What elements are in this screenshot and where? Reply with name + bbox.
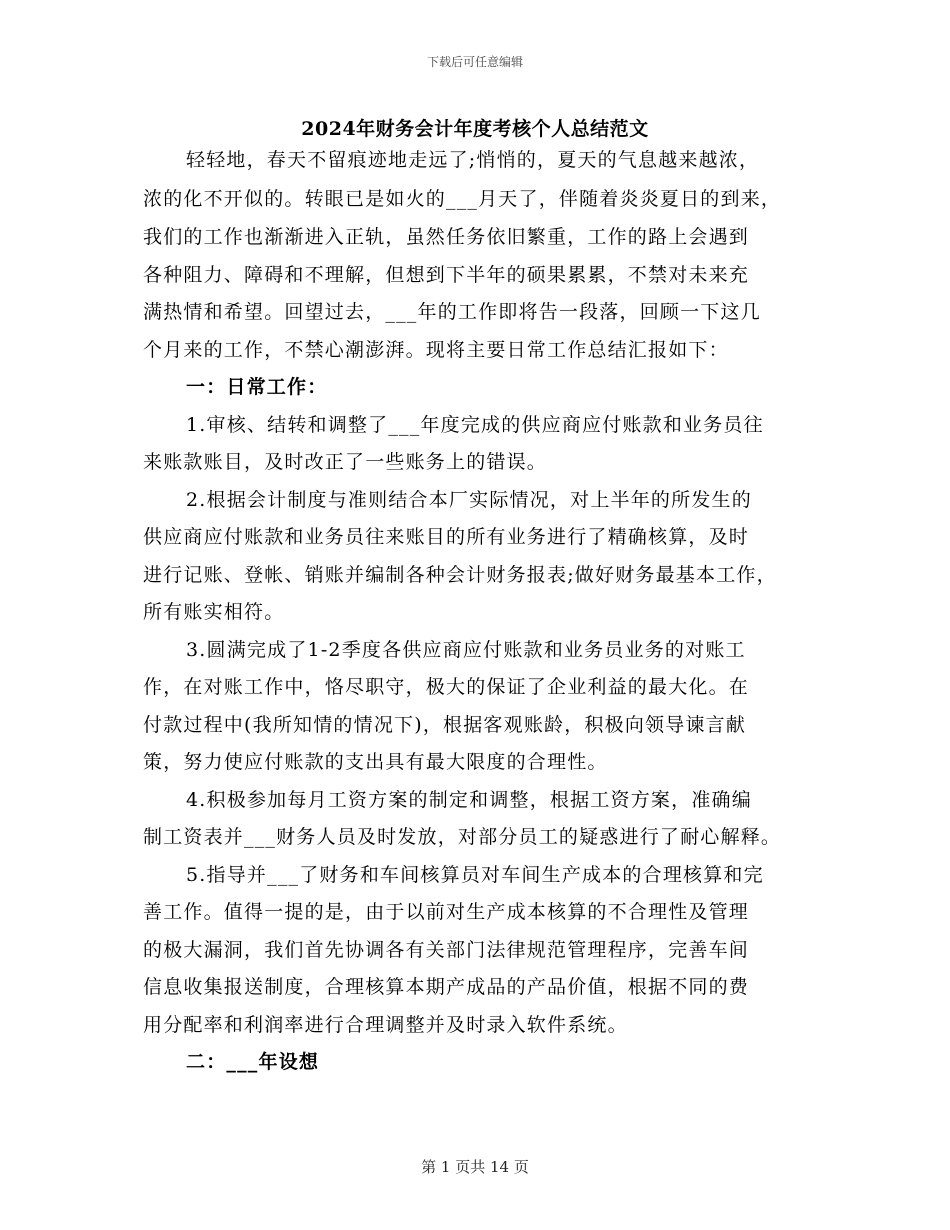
list-item-line: 进行记账、登帐、销账并编制各种会计财务报表;做好财务最基本工作，: [143, 564, 777, 586]
list-item-line: 3.圆满完成了1-2季度各供应商应付账款和业务员业务的对账工: [186, 639, 746, 661]
list-item-line: 策，努力使应付账款的支出具有最大限度的合理性。: [143, 751, 608, 773]
page-footer: 第 1 页共 14 页: [421, 1158, 529, 1176]
list-item-line: 1.审核、结转和调整了___年度完成的供应商应付账款和业务员往: [186, 414, 764, 436]
section-heading: 一：日常工作：: [186, 376, 328, 398]
paragraph-line: 我们的工作也渐渐进入正轨，虽然任务依旧繁重，工作的路上会遇到: [143, 226, 750, 248]
header-note: 下载后可任意编辑: [426, 55, 523, 69]
list-item-line: 的极大漏洞，我们首先协调各有关部门法律规范管理程序，完善车间: [143, 939, 750, 961]
list-item-line: 制工资表并___财务人员及时发放，对部分员工的疑惑进行了耐心解释。: [143, 826, 782, 848]
paragraph-line: 浓的化不开似的。转眼已是如火的___月天了，伴随着炎炎夏日的到来，: [143, 188, 782, 210]
paragraph-line: 轻轻地，春天不留痕迹地走远了;悄悄的，夏天的气息越来越浓，: [186, 149, 760, 171]
paragraph-line: 满热情和希望。回望过去，___年的工作即将告一段落，回顾一下这几: [143, 301, 761, 323]
list-item-line: 作，在对账工作中，恪尽职守，极大的保证了企业利益的最大化。在: [143, 676, 750, 698]
list-item-line: 4.积极参加每月工资方案的制定和调整，根据工资方案，准确编: [186, 789, 752, 811]
list-item-line: 信息收集报送制度，合理核算本期产成品的产品价值，根据不同的费: [143, 976, 750, 998]
paragraph-line: 各种阻力、障碍和不理解，但想到下半年的硕果累累，不禁对未来充: [143, 264, 750, 286]
list-item-line: 所有账实相符。: [143, 601, 285, 623]
list-item-line: 付款过程中(我所知情的情况下)，根据客观账龄，积极向领导谏言献: [143, 714, 747, 736]
document-title: 2024年财务会计年度考核个人总结范文: [301, 118, 649, 140]
list-item-line: 用分配率和利润率进行合理调整并及时录入软件系统。: [143, 1014, 628, 1036]
list-item-line: 善工作。值得一提的是，由于以前对生产成本核算的不合理性及管理: [143, 901, 750, 923]
list-item-line: 2.根据会计制度与准则结合本厂实际情况，对上半年的所发生的: [186, 489, 752, 511]
paragraph-line: 个月来的工作，不禁心潮澎湃。现将主要日常工作总结汇报如下：: [143, 339, 729, 361]
list-item-line: 来账款账目，及时改正了一些账务上的错误。: [143, 451, 548, 473]
list-item-line: 5.指导并___了财务和车间核算员对车间生产成本的合理核算和完: [186, 864, 764, 886]
section-heading: 二：___年设想: [186, 1051, 320, 1073]
list-item-line: 供应商应付账款和业务员往来账目的所有业务进行了精确核算，及时: [143, 526, 750, 548]
